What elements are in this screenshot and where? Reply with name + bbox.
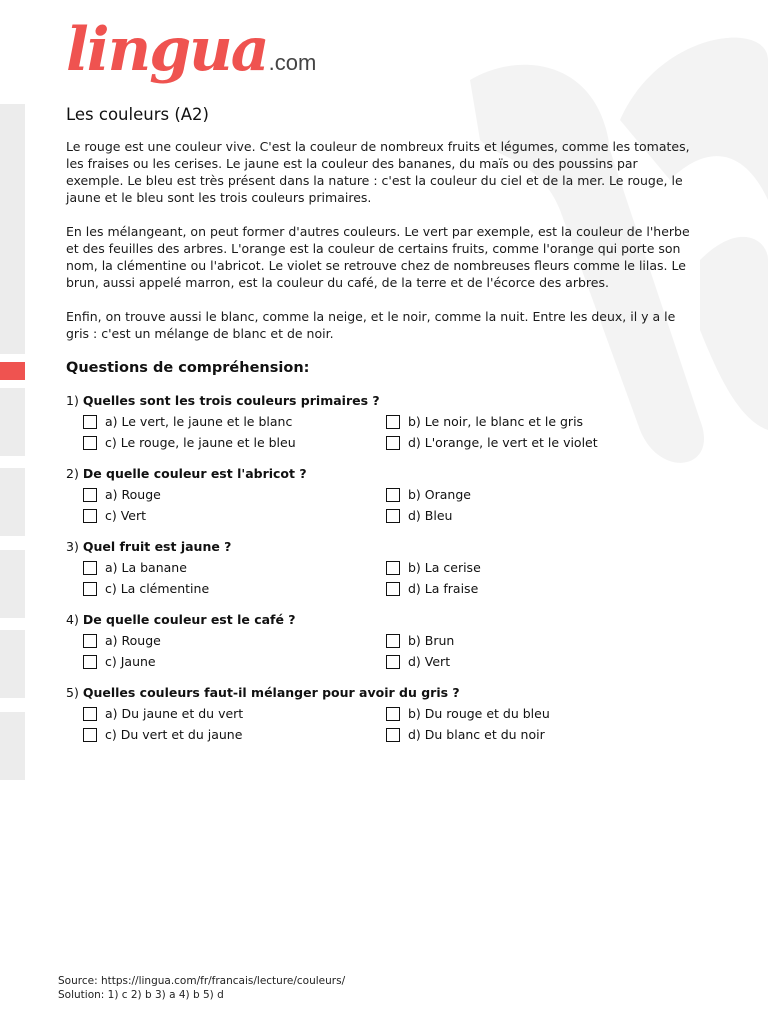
solution-text: Solution: 1) c 2) b 3) a 4) b 5) d xyxy=(58,989,224,1001)
checkbox-icon[interactable] xyxy=(83,415,97,429)
sidebar-strip xyxy=(0,630,25,698)
reading-paragraph: Le rouge est une couleur vive. C'est la couleur de nombreux fruits et légumes, comme les tomates, les fraises ou les cerises. Le jaune est la couleur des bananes, du maïs ou des poussins par exemple. Le bleu est très présent dans la nature : c'est la couleur du ciel et de la mer. Le rouge, le jaune et le bleu sont les trois couleurs primaires. xyxy=(66,139,690,205)
checkbox-icon[interactable] xyxy=(83,561,97,575)
question-5 xyxy=(66,684,692,743)
answer-option[interactable]: a) Rouge xyxy=(83,632,386,649)
answer-option[interactable]: c) Jaune xyxy=(83,653,386,670)
answer-option[interactable]: d) Vert xyxy=(386,653,686,670)
checkbox-icon[interactable] xyxy=(386,634,400,648)
answer-option[interactable]: d) Du blanc et du noir xyxy=(386,726,686,743)
source-link[interactable]: Source: https://lingua.com/fr/francais/lecture/couleurs/ xyxy=(58,975,346,987)
sidebar-strip xyxy=(0,712,25,780)
sidebar-accent-marker xyxy=(0,362,25,380)
question-text: Quel fruit est jaune ? xyxy=(82,539,232,554)
reading-paragraph: Enfin, on trouve aussi le blanc, comme la neige, et le noir, comme la nuit. Entre les deux, il y a le gris : c'est un mélange de blanc et de noir. xyxy=(66,309,676,341)
answer-option[interactable]: a) Le vert, le jaune et le blanc xyxy=(83,413,386,430)
worksheet-content xyxy=(66,104,692,743)
question-number: 5) xyxy=(66,685,79,700)
answer-option[interactable]: a) Du jaune et du vert xyxy=(83,705,386,722)
checkbox-icon[interactable] xyxy=(83,582,97,596)
question-text: De quelle couleur est l'abricot ? xyxy=(82,466,307,481)
answer-option[interactable]: d) Bleu xyxy=(386,507,686,524)
answer-option[interactable]: c) Du vert et du jaune xyxy=(83,726,386,743)
answer-option[interactable]: a) Rouge xyxy=(83,486,386,503)
answer-option[interactable]: d) L'orange, le vert et le violet xyxy=(386,434,686,451)
checkbox-icon[interactable] xyxy=(83,707,97,721)
question-text: Quelles couleurs faut-il mélanger pour avoir du gris ? xyxy=(82,685,460,700)
checkbox-icon[interactable] xyxy=(386,707,400,721)
checkbox-icon[interactable] xyxy=(386,436,400,450)
answer-option[interactable]: c) La clémentine xyxy=(83,580,386,597)
checkbox-icon[interactable] xyxy=(386,728,400,742)
question-text: De quelle couleur est le café ? xyxy=(82,612,296,627)
checkbox-icon[interactable] xyxy=(386,509,400,523)
reading-paragraph: En les mélangeant, on peut former d'autres couleurs. Le vert par exemple, est la couleur de l'herbe et des feuilles des arbres. L'orange est la couleur de certains fruits, comme l'orange qui porte son nom, la clémentine ou l'abricot. Le violet se retrouve chez de nombreuses fleurs comme le lilas. Le brun, aussi appelé marron, est la couleur du café, de la terre et de l'écorce des arbres. xyxy=(66,224,690,290)
checkbox-icon[interactable] xyxy=(386,582,400,596)
checkbox-icon[interactable] xyxy=(83,655,97,669)
answer-option[interactable]: b) Brun xyxy=(386,632,686,649)
checkbox-icon[interactable] xyxy=(83,509,97,523)
page-title: Les couleurs (A2) xyxy=(66,105,209,124)
logo-wordmark: lingua xyxy=(66,15,268,85)
question-number: 1) xyxy=(66,393,79,408)
sidebar-strip xyxy=(0,104,25,354)
sidebar-strip xyxy=(0,468,25,536)
checkbox-icon[interactable] xyxy=(386,655,400,669)
checkbox-icon[interactable] xyxy=(83,634,97,648)
footer xyxy=(58,974,345,1002)
answer-option[interactable]: b) La cerise xyxy=(386,559,686,576)
answer-option[interactable]: d) La fraise xyxy=(386,580,686,597)
checkbox-icon[interactable] xyxy=(386,561,400,575)
sidebar-strip xyxy=(0,388,25,456)
answer-option[interactable]: a) La banane xyxy=(83,559,386,576)
question-3 xyxy=(66,538,692,597)
answer-option[interactable]: c) Vert xyxy=(83,507,386,524)
lingua-logo[interactable] xyxy=(66,14,316,86)
checkbox-icon[interactable] xyxy=(386,415,400,429)
logo-suffix: .com xyxy=(268,50,317,75)
answer-option[interactable]: b) Du rouge et du bleu xyxy=(386,705,686,722)
answer-option[interactable]: c) Le rouge, le jaune et le bleu xyxy=(83,434,386,451)
question-4 xyxy=(66,611,692,670)
question-1 xyxy=(66,392,692,451)
question-number: 4) xyxy=(66,612,79,627)
sidebar-strip xyxy=(0,550,25,618)
checkbox-icon[interactable] xyxy=(386,488,400,502)
question-number: 3) xyxy=(66,539,79,554)
answer-option[interactable]: b) Orange xyxy=(386,486,686,503)
question-2 xyxy=(66,465,692,524)
question-number: 2) xyxy=(66,466,79,481)
questions-heading: Questions de compréhension: xyxy=(66,360,310,376)
checkbox-icon[interactable] xyxy=(83,436,97,450)
checkbox-icon[interactable] xyxy=(83,728,97,742)
answer-option[interactable]: b) Le noir, le blanc et le gris xyxy=(386,413,686,430)
question-text: Quelles sont les trois couleurs primaires ? xyxy=(82,393,380,408)
checkbox-icon[interactable] xyxy=(83,488,97,502)
